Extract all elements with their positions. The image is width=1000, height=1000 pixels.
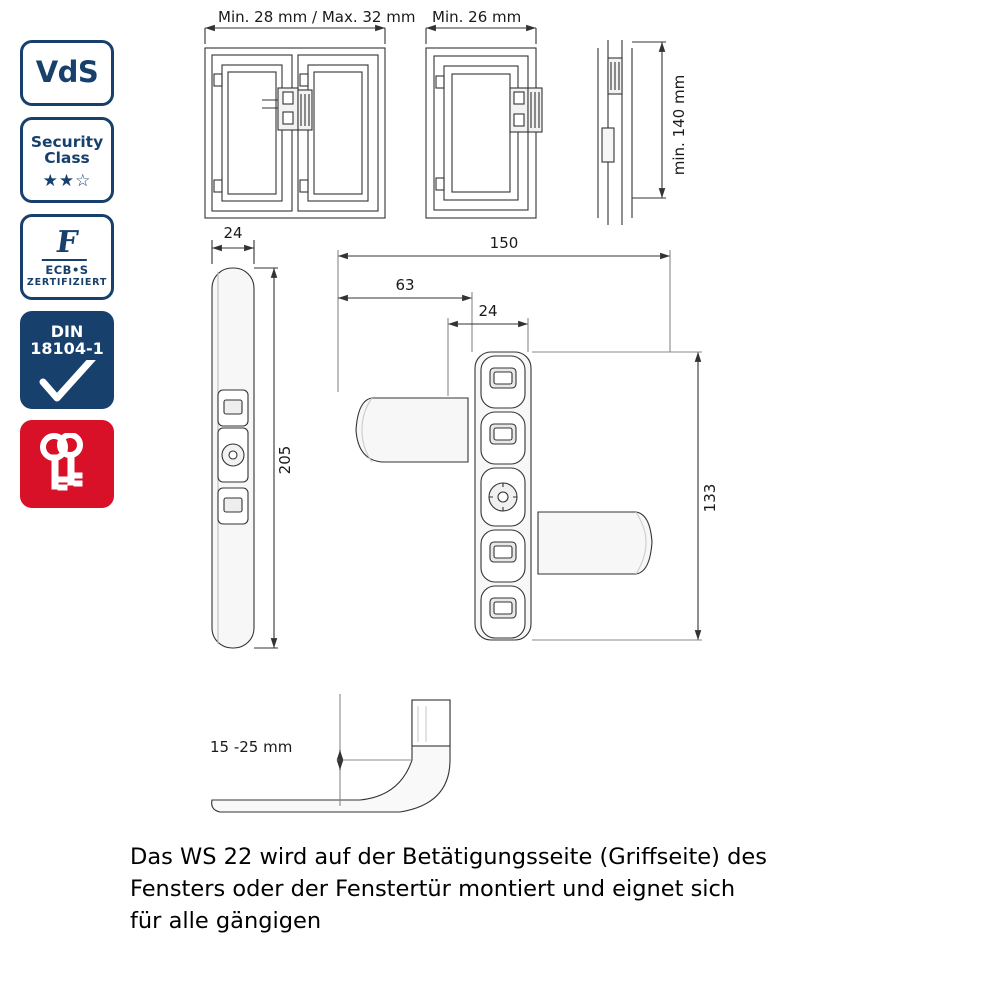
badge-vds-label: VdS (35, 55, 99, 90)
checkmark-icon (37, 360, 97, 404)
badge-ecbs (20, 214, 114, 300)
dim-total-150: 150 (489, 234, 519, 252)
dim-offset-63: 63 (395, 276, 415, 294)
badge-ecbs-f-mark: F (42, 228, 92, 261)
dim-top-left: Min. 28 mm / Max. 32 mm (218, 8, 416, 26)
badge-ecbs-sublabel: ZERTIFIZIERT (26, 277, 108, 289)
dim-side-vertical: min. 140 mm (670, 74, 688, 176)
dim-height-133: 133 (701, 483, 719, 513)
caption-text (130, 842, 890, 938)
certification-badge-column (20, 40, 120, 508)
badge-vds (20, 40, 114, 106)
badge-din-line2: 18104-1 (30, 339, 104, 359)
caption-line-2: Fensters oder der Fenstertür montiert und eignet sich (130, 875, 736, 902)
caption-line-3: für alle gängigen (130, 907, 322, 934)
dim-height-205: 205 (276, 445, 294, 475)
badge-security-class-line2: Class (44, 149, 90, 168)
badge-din (20, 311, 114, 409)
technical-drawing (150, 0, 1000, 840)
badge-security-class-stars: ★★☆ (42, 171, 92, 192)
badge-ecbs-label: ECB•S (45, 262, 89, 277)
caption-line-1: Das WS 22 wird auf der Betätigungsseite (Griffseite) des (130, 844, 767, 870)
badge-security-class-line1: Security (30, 132, 104, 151)
dim-offset-24: 24 (478, 302, 498, 320)
dim-profile-thickness: 15 -25 mm (210, 738, 293, 756)
technical-drawing-svg (150, 0, 1000, 840)
badge-keys (20, 420, 114, 508)
dim-top-mid: Min. 26 mm (432, 8, 522, 26)
badge-security-class (20, 117, 114, 203)
keys-icon (32, 433, 102, 495)
badge-din-line1: DIN (50, 322, 84, 341)
dim-width-24: 24 (223, 224, 243, 242)
